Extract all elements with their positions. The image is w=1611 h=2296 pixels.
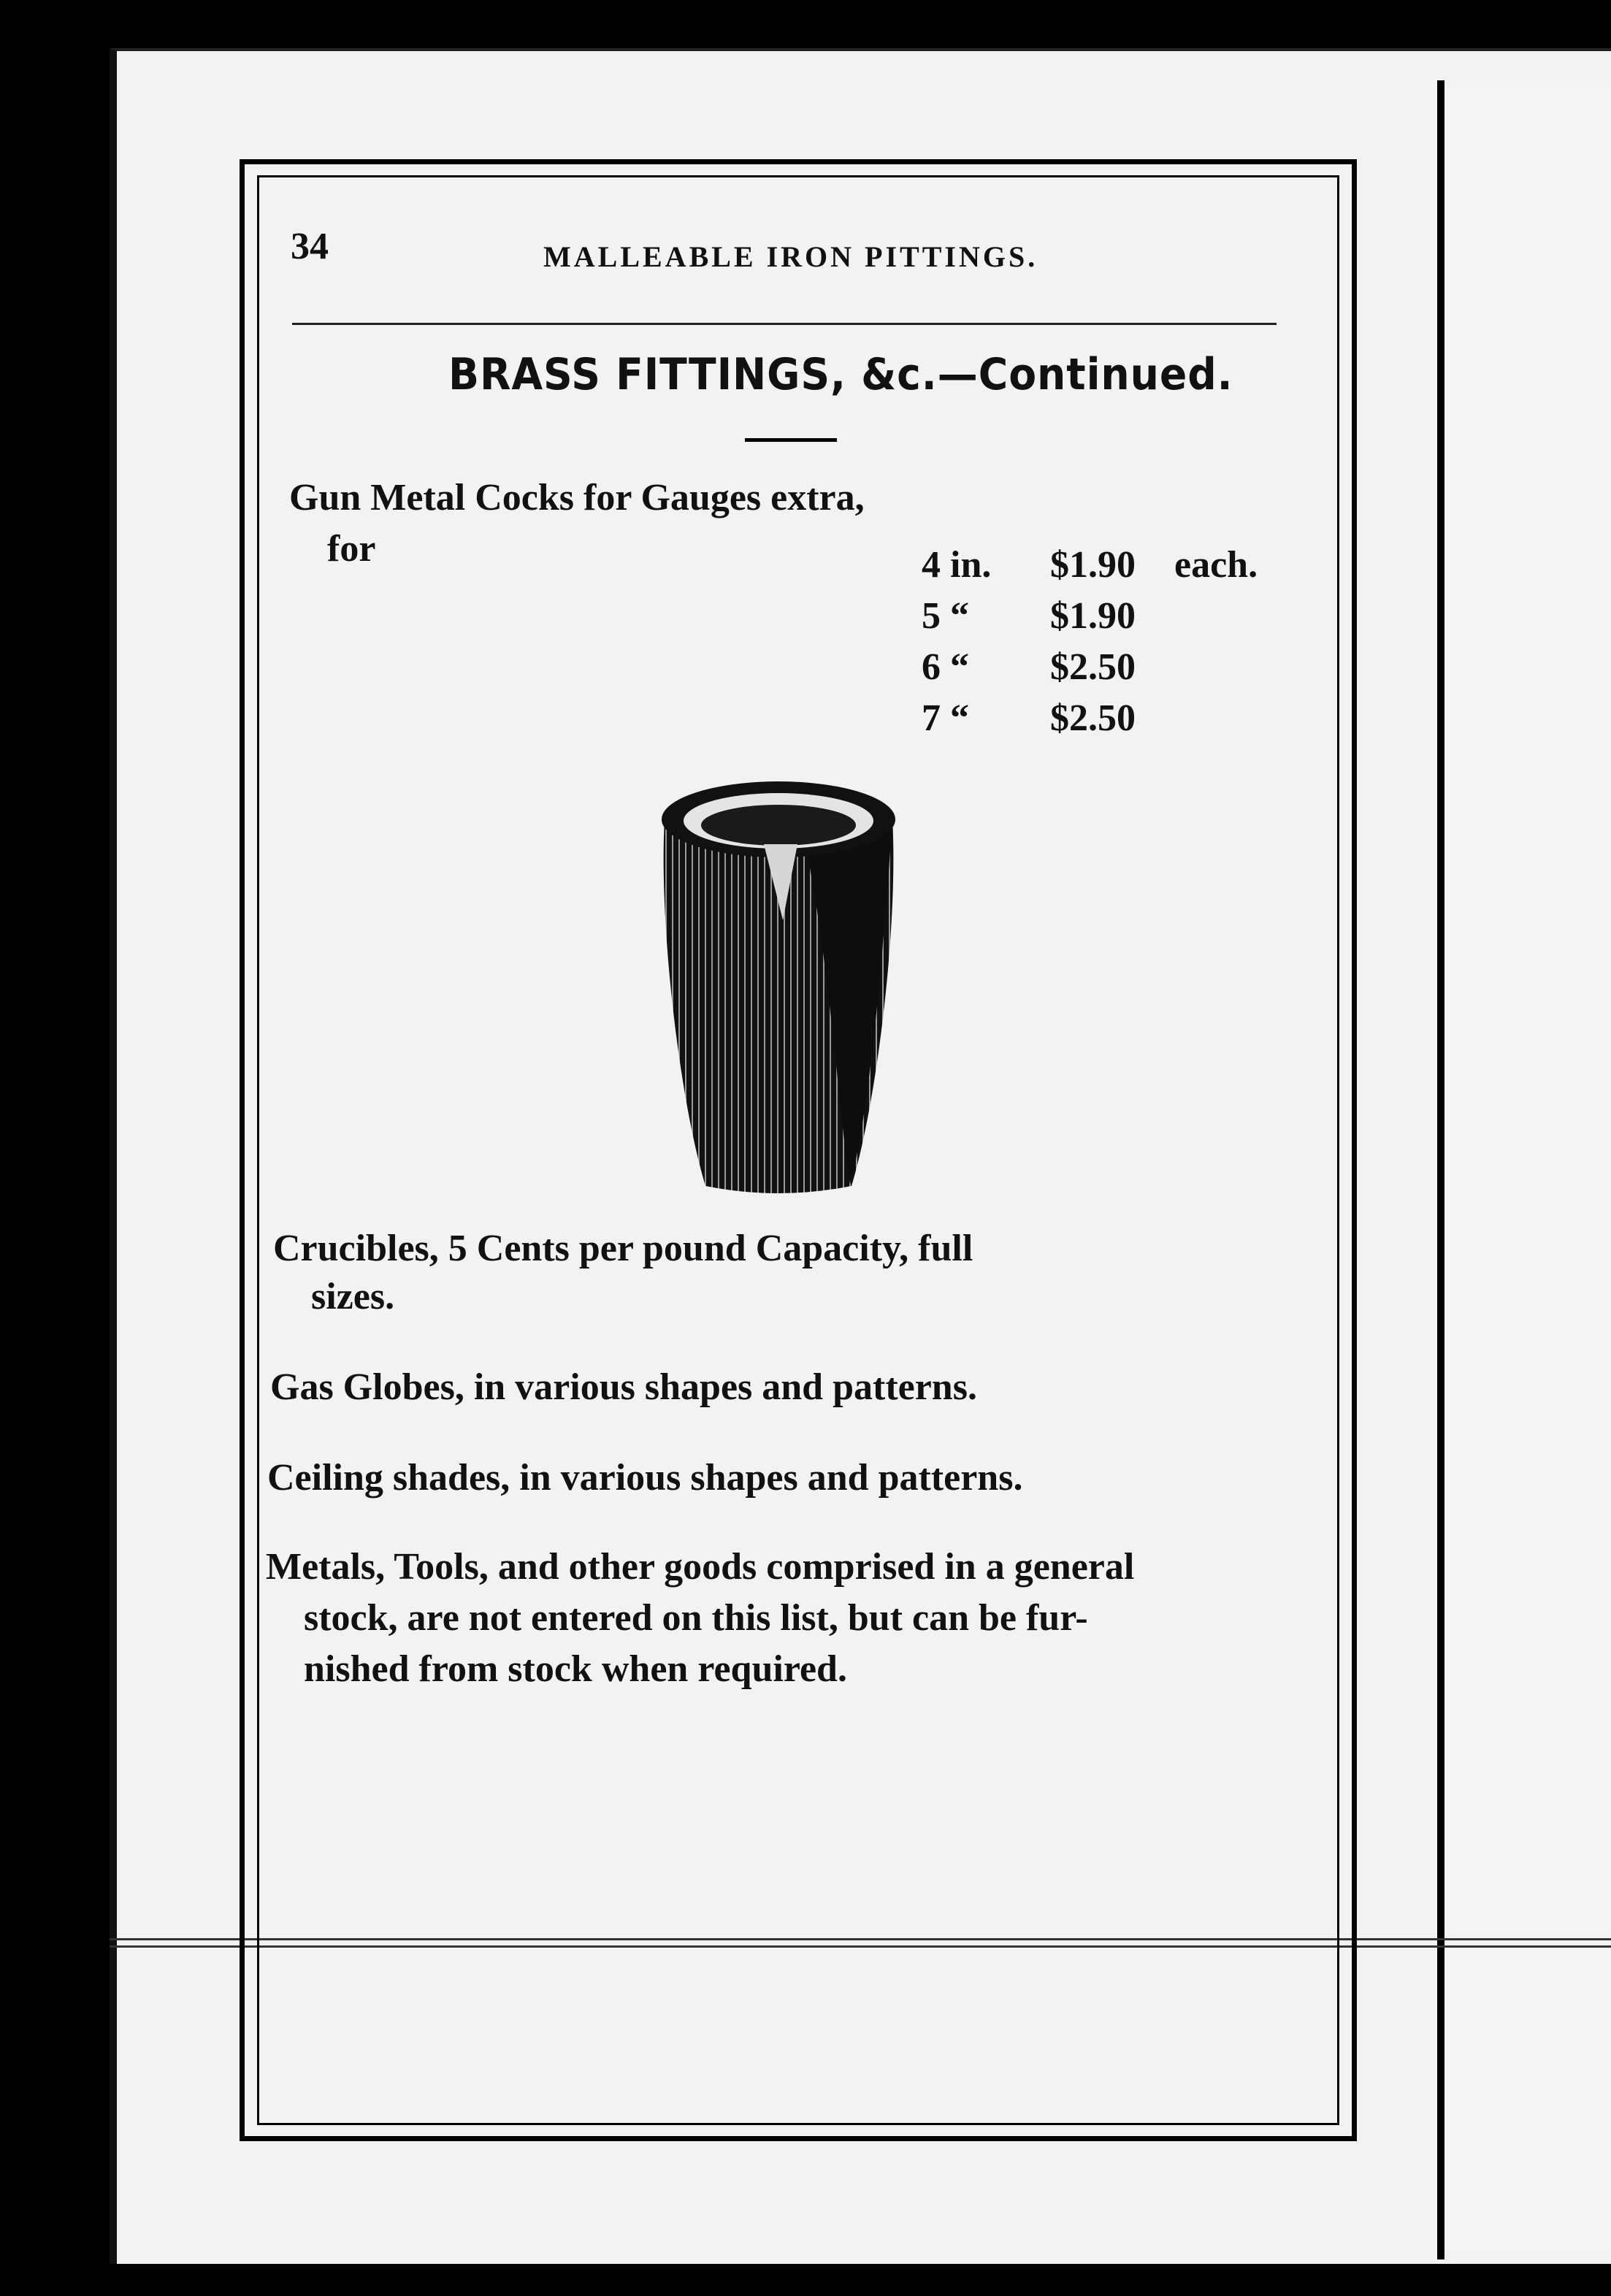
crucibles-line1: Crucibles, 5 Cents per pound Capacity, full (273, 1228, 973, 1269)
facing-page-edge (1446, 88, 1611, 2249)
page-number: 34 (291, 226, 329, 267)
price-cell: $1.90 (1050, 544, 1136, 586)
price-cell: $2.50 (1050, 697, 1136, 739)
page-fold (1437, 80, 1444, 2259)
price-cell: $2.50 (1050, 646, 1136, 688)
unit-cell: each. (1174, 544, 1258, 586)
size-cell: 7 “ (922, 697, 969, 739)
size-cell: 6 “ (922, 646, 969, 688)
gauge-cocks-line1: Gun Metal Cocks for Gauges extra, (289, 477, 865, 518)
crucible-icon (654, 777, 903, 1204)
gauge-cocks-line2: for (327, 528, 376, 570)
size-cell: 4 in. (922, 544, 992, 586)
crucibles-line2: sizes. (311, 1276, 395, 1317)
size-cell: 5 “ (922, 595, 969, 637)
price-cell: $1.90 (1050, 595, 1136, 637)
gas-globes-line: Gas Globes, in various shapes and patterns. (270, 1366, 977, 1408)
metals-line2: stock, are not entered on this list, but can be fur- (304, 1597, 1088, 1639)
section-title: BRASS FITTINGS, &c.—Continued. (448, 349, 1233, 400)
metals-line1: Metals, Tools, and other goods comprised in a general (266, 1546, 1135, 1588)
title-rule (745, 438, 837, 442)
running-head: MALLEABLE IRON PITTINGS. (543, 240, 1038, 273)
metals-line3: nished from stock when required. (304, 1648, 847, 1690)
header-rule (292, 323, 1277, 325)
ceiling-shades-line: Ceiling shades, in various shapes and patterns. (267, 1457, 1023, 1499)
